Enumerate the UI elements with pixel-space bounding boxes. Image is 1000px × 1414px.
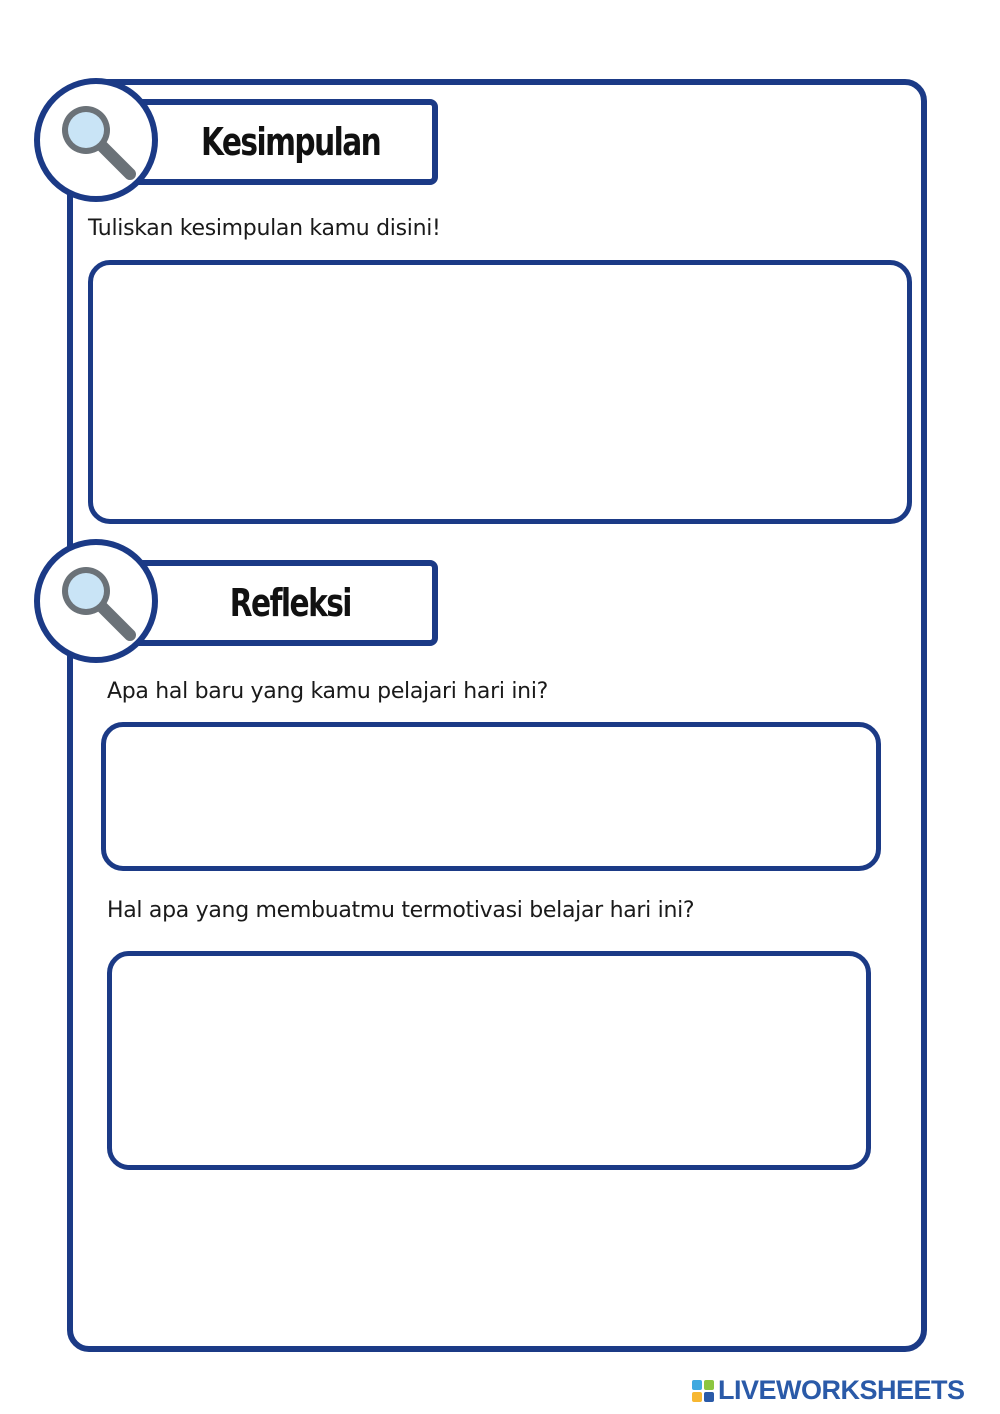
refleksi-question-2: Hal apa yang membuatmu termotivasi belajar hari ini?: [107, 898, 695, 923]
brand-name: LIVEWORKSHEETS: [718, 1375, 965, 1405]
liveworksheets-logo-icon: [692, 1380, 714, 1402]
refleksi-icon-circle: [34, 539, 158, 663]
refleksi-answer-box-2[interactable]: [107, 951, 871, 1170]
refleksi-question-1: Apa hal baru yang kamu pelajari hari ini?: [107, 679, 549, 704]
refleksi-title-box: [120, 560, 438, 646]
kesimpulan-title-box: [120, 99, 438, 185]
magnifier-icon: [56, 561, 138, 643]
kesimpulan-answer-box[interactable]: [88, 260, 912, 524]
liveworksheets-brand: [692, 1375, 965, 1406]
refleksi-answer-box-1[interactable]: [101, 722, 881, 871]
kesimpulan-icon-circle: [34, 78, 158, 202]
kesimpulan-title: Kesimpulan: [201, 120, 381, 164]
kesimpulan-prompt: Tuliskan kesimpulan kamu disini!: [88, 216, 441, 241]
magnifier-icon: [56, 100, 138, 182]
refleksi-title: Refleksi: [230, 581, 352, 625]
